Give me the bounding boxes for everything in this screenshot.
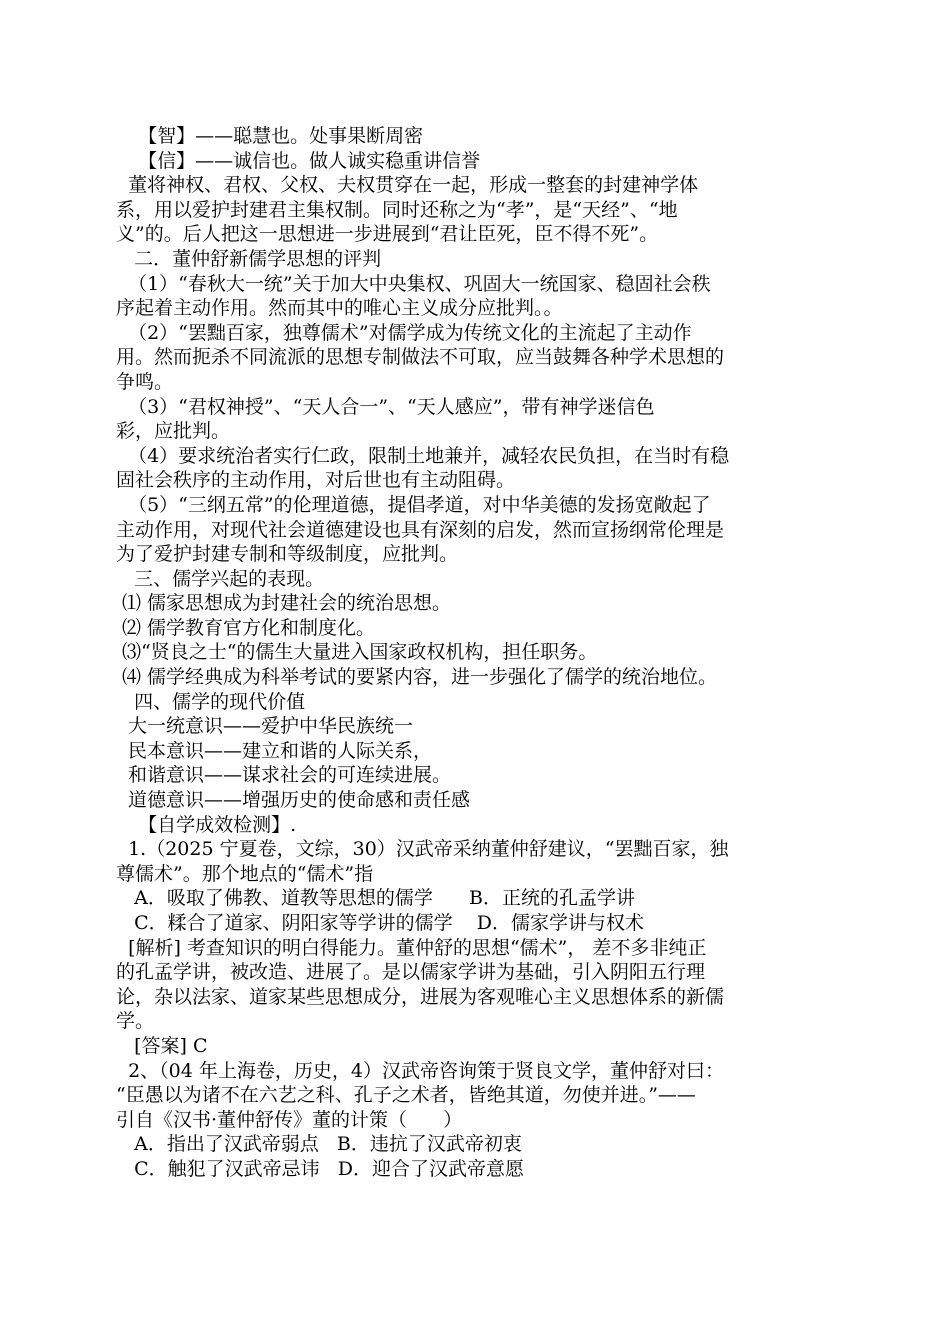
- text-line: 和谐意识——谋求社会的可连续进展。: [122, 764, 452, 787]
- text-line: [答案] C: [122, 1034, 208, 1057]
- text-line: 序起着主动作用。然而其中的唯心主义成分应批判。。: [116, 297, 563, 320]
- text-line: [解析] 考查知识的明白得能力。董仲舒的思想“儒术”， 差不多非纯正: [116, 936, 707, 959]
- text-line: 2、（04 年上海卷，历史，4）汉武帝咨询策于贤良文学，董仲舒对曰：: [116, 1059, 724, 1082]
- text-line: 义”的。后人把这一思想进一步进展到“君让臣死，臣不得不死”。: [116, 223, 659, 246]
- text-line: 系，用以爱护封建君主集权制。同时还称之为“孝”，是“天经”、“地: [116, 198, 678, 221]
- text-line: ⑴ 儒家思想成为封建社会的统治思想。: [122, 592, 452, 615]
- text-line: 四、儒学的现代价值: [122, 690, 306, 713]
- text-line: 彩，应批判。: [116, 420, 231, 443]
- text-line: 尊儒术”。那个地点的“儒术”指: [116, 862, 374, 885]
- document-body: [116, 124, 836, 1182]
- text-line: ⑶“贤良之士“的儒生大量进入国家政权机构，担任职务。: [122, 641, 598, 664]
- text-line: 二．董仲舒新儒学思想的评判: [122, 247, 382, 270]
- text-line: （5）“三纲五常”的伦理道德，提倡孝道，对中华美德的发扬宽敞起了: [116, 493, 711, 516]
- text-line: （1）“春秋大一统”关于加大中央集权、巩固大一统国家、稳固社会秩: [116, 272, 711, 295]
- text-line: 为了爱护封建专制和等级制度，应批判。: [116, 543, 459, 566]
- text-line: 学。: [116, 1010, 155, 1033]
- text-line: ⑵ 儒学教育官方化和制度化。: [122, 616, 376, 639]
- text-line: 道德意识——增强历史的使命感和责任感: [122, 789, 471, 812]
- text-line: A．指出了汉武帝弱点 B．违抗了汉武帝初衷: [122, 1133, 522, 1156]
- text-line: 主动作用，对现代社会道德建设也具有深刻的启发，然而宣扬纲常伦理是: [116, 518, 725, 541]
- text-line: 用。然而扼杀不同流派的思想专制做法不可取，应当鼓舞各种学术思想的: [116, 346, 725, 369]
- text-line: 【信】——诚信也。做人诚实稳重讲信誉: [126, 149, 481, 172]
- text-line: （2）“罢黜百家，独尊儒术”对儒学成为传统文化的主流起了主动作: [116, 321, 692, 344]
- text-line: A．吸取了佛教、道教等思想的儒学 B．正统的孔孟学讲: [122, 887, 636, 910]
- text-line: 论，杂以法家、道家某些思想成分，进展为客观唯心主义思想体系的新儒: [116, 985, 725, 1008]
- text-line: C．糅合了道家、阴阳家等学讲的儒学 D．儒家学讲与权术: [122, 912, 645, 934]
- text-line: 1.（2025 宁夏卷，文综，30）汉武帝采纳董仲舒建议，“罢黜百家，独: [116, 838, 729, 861]
- text-line: ⑷ 儒学经典成为科举考试的要紧内容，进一步强化了儒学的统治地位。: [122, 666, 718, 689]
- text-line: C．触犯了汉武帝忌讳 D．迎合了汉武帝意愿: [122, 1157, 524, 1180]
- text-line: 固社会秩序的主动作用，对后世也有主动阻碍。: [116, 469, 516, 492]
- text-line: 民本意识——建立和谐的人际关系，: [122, 739, 433, 762]
- text-line: 的孔孟学讲，被改造、进展了。是以儒家学讲为基础，引入阴阳五行理: [116, 961, 706, 984]
- text-line: 三、儒学兴起的表现。: [122, 567, 325, 590]
- text-line: “臣愚以为诸不在六艺之科、孔子之术者，皆绝其道，勿使并进。”——: [116, 1084, 696, 1107]
- text-line: 【智】——聪慧也。处事果断周密: [126, 125, 424, 147]
- text-line: 董将神权、君权、父权、夫权贯穿在一起，形成一整套的封建神学体: [116, 174, 699, 197]
- text-line: （4）要求统治者实行仁政，限制土地兼并，减轻农民负担，在当时有稳: [116, 444, 730, 467]
- text-line: 争鸣。: [116, 370, 174, 393]
- text-line: （3）“君权神授”、“天人合一”、“天人感应”，带有神学迷信色: [116, 395, 655, 418]
- text-line: 大一统意识——爱护中华民族统一: [122, 715, 414, 738]
- text-line: 引自《汉书·董仲舒传》董的计策（ ）: [116, 1108, 463, 1131]
- text-line: 【自学成效检测】.: [126, 813, 297, 836]
